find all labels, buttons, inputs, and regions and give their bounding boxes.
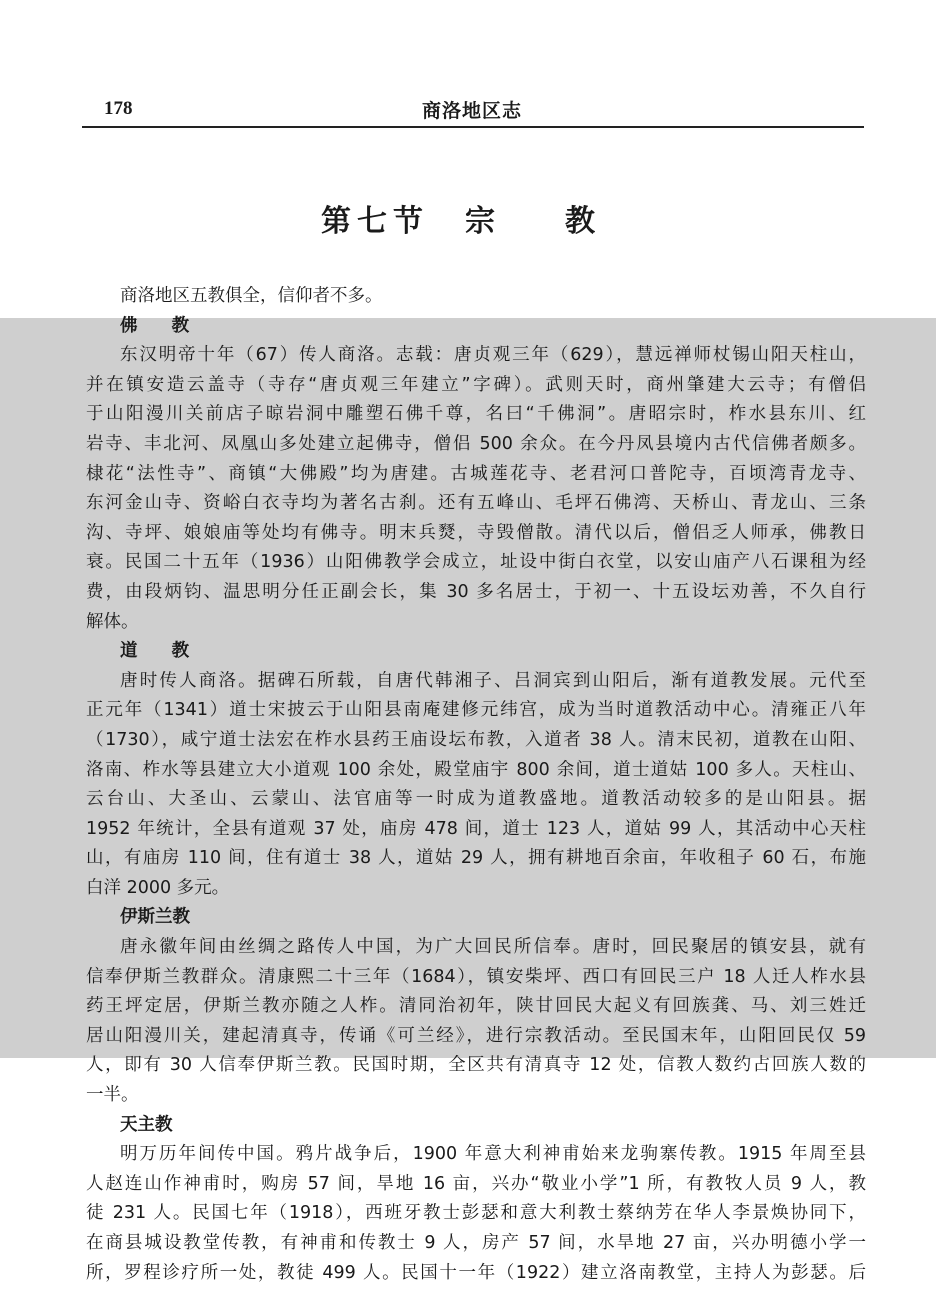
text-line: 唐永徽年间由丝绸之路传人中国，为广大回民所信奉。唐时，回民聚居的镇安县，就有 xyxy=(120,937,866,958)
header-rule xyxy=(82,126,864,128)
text-line: 云台山、大圣山、云蒙山、法官庙等一时成为道教盛地。道教活动较多的是山阳县。据 xyxy=(86,789,866,810)
section-label: 第七节 xyxy=(321,204,429,239)
text-line: 在商县城设教堂传教，有神甫和传教士 9 人，房产 57 间，水旱地 27 亩，兴办明德小学一 xyxy=(86,1233,866,1253)
text-line: 居山阳漫川关，建起清真寺，传诵《可兰经》，进行宗教活动。至民国末年，山阳回民仅 59 xyxy=(86,1025,866,1046)
text-line: 唐时传人商洛。据碑石所载，自唐代韩湘子、吕洞宾到山阳后，渐有道教发展。元代至 xyxy=(120,670,866,691)
subsection-heading: 佛 教 xyxy=(120,315,204,336)
text-line: 药王坪定居，伊斯兰教亦随之人柞。清同治初年，陕甘回民大起义有回族龚、马、刘三姓迁 xyxy=(86,996,866,1017)
text-line: 解体。 xyxy=(86,611,139,632)
text-line: 正元年（1341）道士宋披云于山阳县南庵建修元纬宫，成为当时道教活动中心。清雍正八年 xyxy=(86,700,866,721)
page-header xyxy=(82,96,864,128)
text-line: 费，由段炳钧、温思明分任正副会长，集 30 多名居士，于初一、十五设坛劝善，不久自行 xyxy=(86,581,866,602)
text-line: 于山阳漫川关前店子晾岩洞中雕塑石佛千尊，名曰“千佛洞”。唐昭宗时，柞水县东川、红 xyxy=(86,404,866,425)
section-title xyxy=(0,196,936,240)
text-line: 洛南、柞水等县建立大小道观 100 余处，殿堂庙宇 800 余间，道士道姑 100 多人。天柱山、 xyxy=(86,759,866,780)
text-line: 一半。 xyxy=(86,1085,139,1106)
text-line: 人，即有 30 人信奉伊斯兰教。民国时期，全区共有清真寺 12 处，信教人数约占回族人数的 xyxy=(86,1055,866,1076)
text-line: 东河金山寺、资峪白衣寺均为著名古刹。还有五峰山、毛坪石佛湾、天桥山、青龙山、三条 xyxy=(86,493,866,514)
text-line: 衰。民国二十五年（1936）山阳佛教学会成立，址设中街白衣堂，以安山庙产八石课租为经 xyxy=(86,552,866,573)
text-line: 沟、寺坪、娘娘庙等处均有佛寺。明末兵燹，寺毁僧散。清代以后，僧侣乏人师承，佛教日 xyxy=(86,522,866,543)
subsection-heading: 天主教 xyxy=(120,1114,173,1135)
text-line: 徒 231 人。民国七年（1918），西班牙教士彭瑟和意大利教士蔡纳芳在华人李景焕协同下， xyxy=(86,1203,866,1224)
text-line: 商洛地区五教俱全，信仰者不多。 xyxy=(120,286,383,306)
text-line: 岩寺、丰北河、凤凰山多处建立起佛寺，僧侣 500 余众。在今丹凤县境内古代信佛者颇多。 xyxy=(86,433,866,454)
text-line: 东汉明帝十年（67）传人商洛。志载：唐贞观三年（629），慧远禅师杖锡山阳天柱山， xyxy=(120,345,866,366)
text-line: （1730），咸宁道士法宏在柞水县药王庙设坛布教，入道者 38 人。清末民初，道教在山阳、 xyxy=(86,729,866,750)
running-title: 商洛地区志 xyxy=(422,100,523,122)
text-line: 信奉伊斯兰教群众。清康熙二十三年（1684），镇安柴坪、西口有回民三户 18 人迁人柞水县 xyxy=(86,966,866,987)
text-line: 并在镇安造云盖寺（寺存“唐贞观三年建立”字碑）。武则天时，商州肇建大云寺；有僧侣 xyxy=(86,374,866,395)
text-line: 棣花“法性寺”、商镇“大佛殿”均为唐建。古城莲花寺、老君河口普陀寺，百顷湾青龙寺、 xyxy=(86,463,866,484)
subsection-heading: 伊斯兰教 xyxy=(120,907,190,928)
text-line: 人赵连山作神甫时，购房 57 间，旱地 16 亩，兴办“敬业小学”1 所，有教牧人员 9 人，教 xyxy=(86,1173,866,1194)
text-line: 白洋 2000 多元。 xyxy=(86,877,230,898)
section-heading: 宗 教 xyxy=(465,204,615,239)
page-number: 178 xyxy=(104,98,133,119)
subsection-heading: 道 教 xyxy=(120,641,204,662)
text-line: 山，有庙房 110 间，住有道士 38 人，道姑 29 人，拥有耕地百余亩，年收租子 60 石，布施 xyxy=(86,848,866,869)
text-line: 明万历年间传中国。鸦片战争后，1900 年意大利神甫始来龙驹寨传教。1915 年周至县 xyxy=(120,1144,866,1165)
text-line: 所，罗程诊疗所一处，教徒 499 人。民国十一年（1922）建立洛南教堂，主持人为彭瑟。后 xyxy=(86,1262,866,1283)
text-line: 1952 年统计，全县有道观 37 处，庙房 478 间，道士 123 人，道姑 99 人，其活动中心天柱 xyxy=(86,818,866,839)
body-text xyxy=(86,282,866,1288)
